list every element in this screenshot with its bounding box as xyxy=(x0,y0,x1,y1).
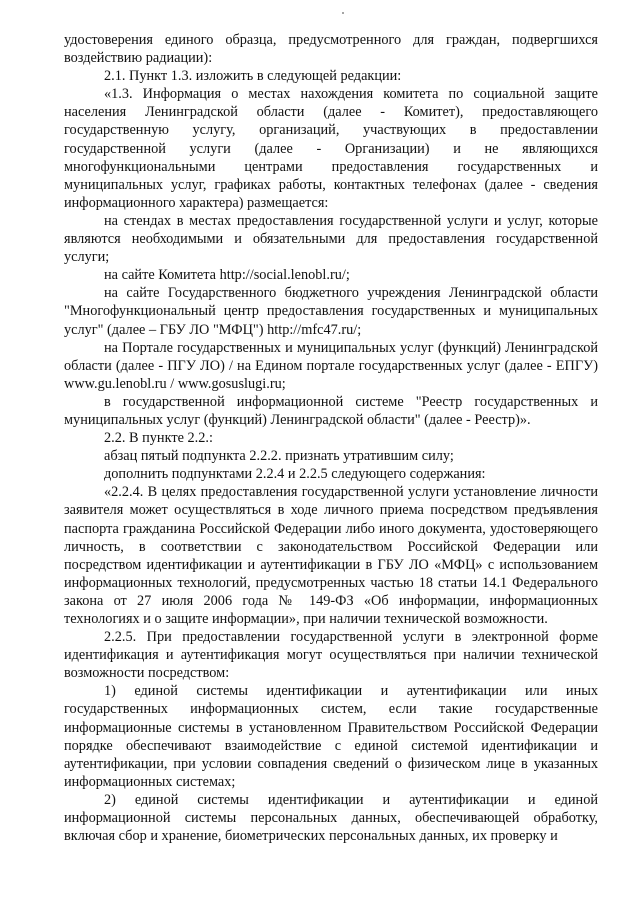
paragraph: 2.2.5. При предоставлении государственной услуги в электронной форме идентификация и аутентификация могут осуществляться при наличии технической возможности посредством: xyxy=(64,629,598,682)
paragraph: «1.3. Информация о местах нахождения комитета по социальной защите населения Ленинградской области (далее - Комитет), предоставляющего государственную услугу, организаций, участвующих в предоставлении государственной услуги (далее - Организации) и не являющихся многофункциональными центрами предоставления государственных и муниципальных услуг, графиках работы, контактных телефонах (далее - сведения информационного характера) размещается: xyxy=(64,86,598,211)
paragraph: абзац пятый подпункта 2.2.2. признать утратившим силу; xyxy=(104,448,454,465)
paragraph: в государственной информационной системе "Реестр государственных и муниципальных услуг (функций) Ленинградской области" (далее - Реестр)». xyxy=(64,393,598,428)
paragraph: 2.2. В пункте 2.2.: xyxy=(104,430,213,447)
paragraph: удостоверения единого образца, предусмотренного для граждан, подвергшихся воздействию радиации): xyxy=(64,32,598,67)
paragraph: на стендах в местах предоставления государственной услуги и услуг, которые являются необходимыми и обязательными для предоставления государственной услуги; xyxy=(64,212,598,266)
paragraph: 2.1. Пункт 1.3. изложить в следующей редакции: xyxy=(104,68,402,85)
paragraph: 2) единой системы идентификации и аутентификации и единой информационной системы персональных данных, обеспечивающей обработку, включая сбор и хранение, биометрических персональных данных, их проверку и xyxy=(64,791,598,845)
paragraph: 1) единой системы идентификации и аутентификации или иных государственных информационных систем, если такие государственные информационные системы в установленном Правительством Российской Федерации порядке обеспечивают взаимодействие с единой системой идентификации и аутентификации, при условии совпадения сведений о физическом лице в указанных информационных системах; xyxy=(64,683,598,790)
paragraph: на сайте Государственного бюджетного учреждения Ленинградской области "Многофункциональный центр предоставления государственных и муниципальных услуг" (далее – ГБУ ЛО "МФЦ") http://mfc47.ru/; xyxy=(64,285,598,338)
document-body xyxy=(64,31,598,845)
scan-speck xyxy=(342,12,344,14)
paragraph: на сайте Комитета http://social.lenobl.ru/; xyxy=(104,267,350,284)
paragraph: на Портале государственных и муниципальных услуг (функций) Ленинградской области (далее - ПГУ ЛО) / на Едином портале государственных услуг (далее - ЕПГУ) www.gu.lenobl.ru / www.gosuslugi.ru; xyxy=(64,339,598,392)
paragraph: дополнить подпунктами 2.2.4 и 2.2.5 следующего содержания: xyxy=(104,466,486,483)
paragraph: «2.2.4. В целях предоставления государственной услуги установление личности заявителя может осуществляться в ходе личного приема посредством предъявления паспорта гражданина Российской Федерации либо иного документа, удостоверяющего личность, в соответствии с законодательством Российской Федерации или посредством идентификации и аутентификации в ГБУ ЛО «МФЦ» с использованием информационных технологий, предусмотренных частью 18 статьи 14.1 Федерального закона от 27 июля 2006 года № 149-ФЗ «Об информации, информационных технологиях и о защите информации», при наличии технической возможности. xyxy=(64,484,598,627)
